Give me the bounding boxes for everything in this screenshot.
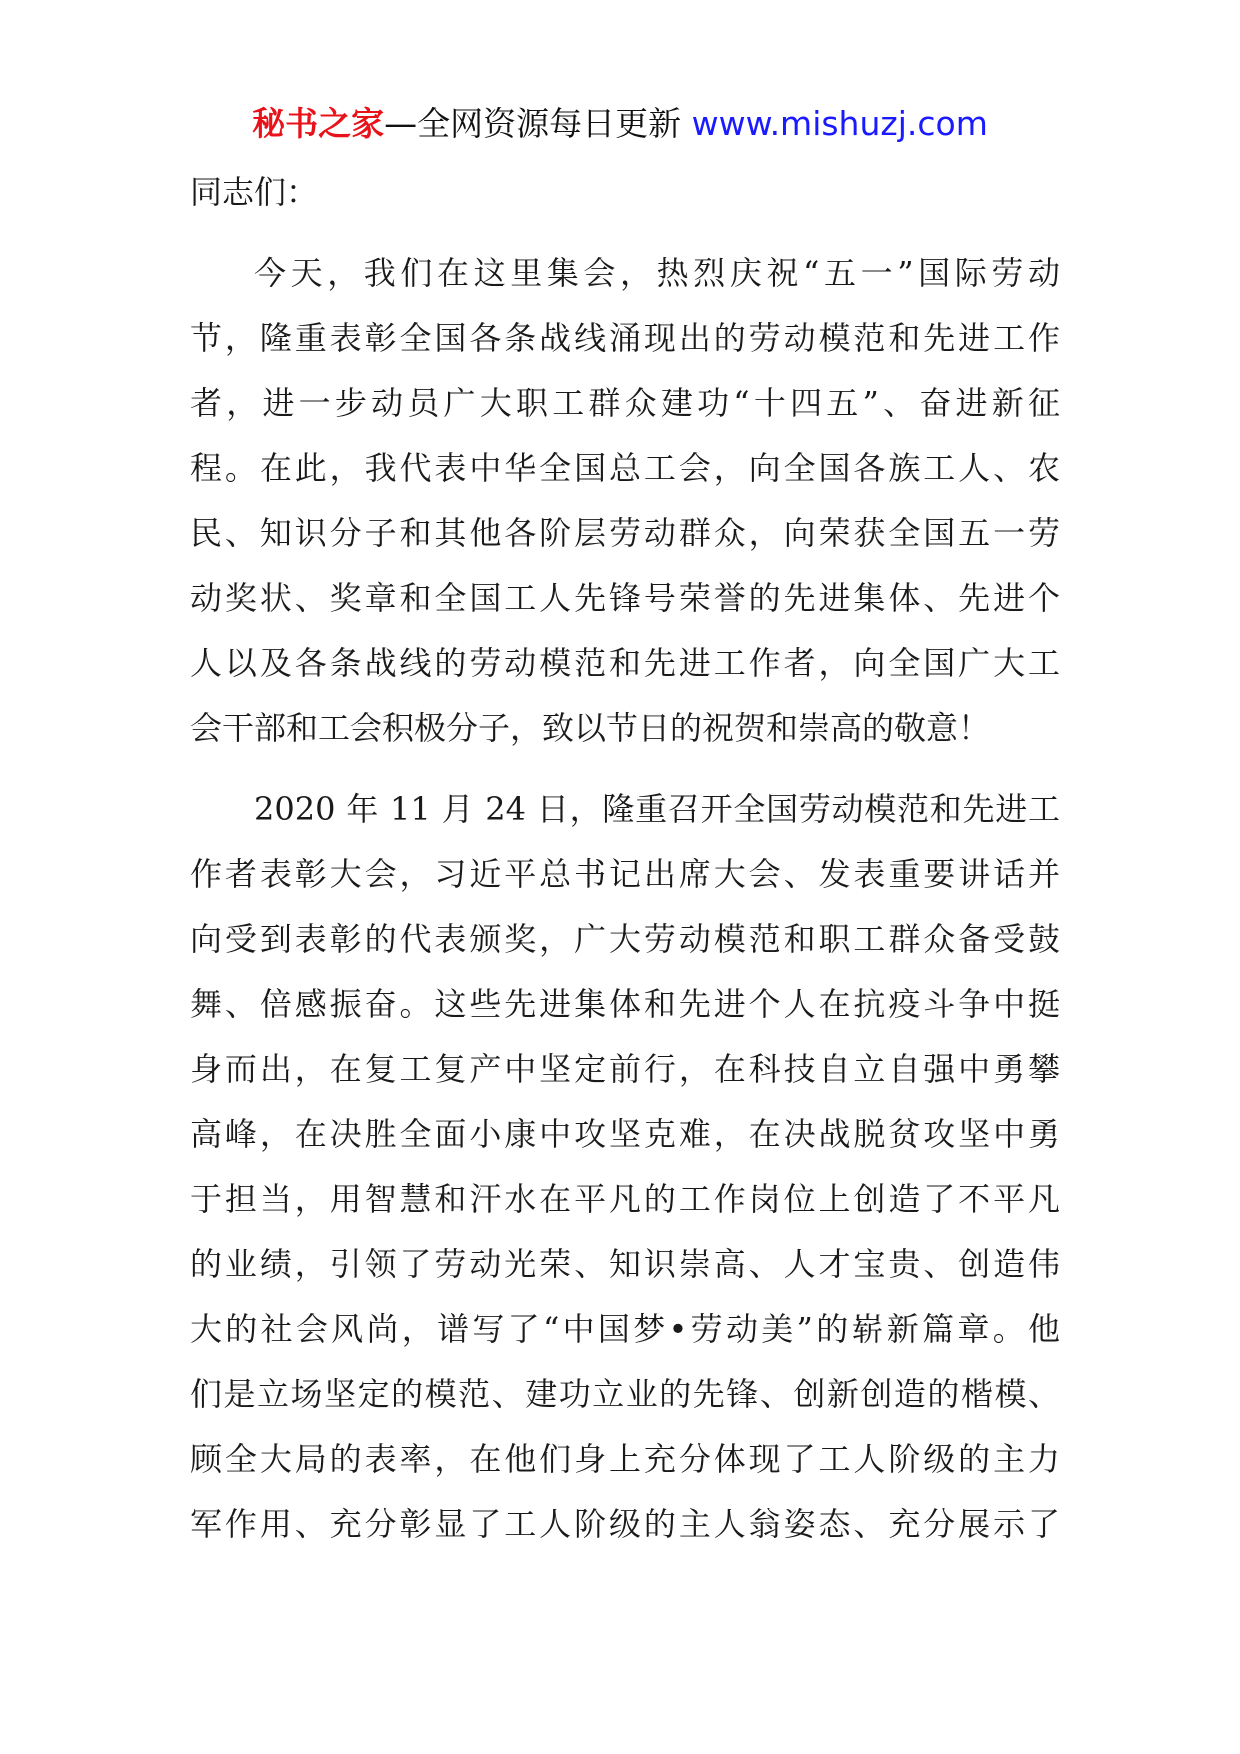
paragraph-2 [190, 777, 1060, 1557]
text-line: 的业绩，引领了劳动光荣、知识崇高、人才宝贵、创造伟 [190, 1245, 1060, 1283]
text-line: 大的社会风尚，谱写了“中国梦•劳动美”的崭新篇章。他 [190, 1310, 1060, 1348]
text-line: 2020 年 11 月 24 日，隆重召开全国劳动模范和先进工 [254, 790, 1060, 828]
site-url-link[interactable]: www.mishuzj.com [691, 104, 988, 143]
text-line: 民、知识分子和其他各阶层劳动群众，向荣获全国五一劳 [190, 514, 1060, 552]
text-line: 者，进一步动员广大职工群众建功“十四五”、奋进新征 [190, 384, 1060, 422]
document-body [190, 160, 1060, 1557]
text-line: 向受到表彰的代表颁奖，广大劳动模范和职工群众备受鼓 [190, 920, 1060, 958]
text-line: 顾全大局的表率，在他们身上充分体现了工人阶级的主力 [190, 1440, 1060, 1478]
text-line: 身而出，在复工复产中坚定前行，在科技自立自强中勇攀 [190, 1050, 1060, 1088]
text-line: 动奖状、奖章和全国工人先锋号荣誉的先进集体、先进个 [190, 579, 1060, 617]
text-line: 舞、倍感振奋。这些先进集体和先进个人在抗疫斗争中挺 [190, 985, 1060, 1023]
text-line: 节，隆重表彰全国各条战线涌现出的劳动模范和先进工作 [190, 319, 1060, 357]
text-line: 人以及各条战线的劳动模范和先进工作者，向全国广大工 [190, 644, 1060, 682]
text-line: 会干部和工会积极分子，致以节日的祝贺和崇高的敬意！ [190, 709, 991, 747]
banner-tagline: —全网资源每日更新 [384, 104, 692, 143]
paragraph-1 [190, 241, 1060, 761]
brand-name: 秘书之家 [252, 104, 385, 143]
text-line: 于担当，用智慧和汗水在平凡的工作岗位上创造了不平凡 [190, 1180, 1060, 1218]
salutation: 同志们： [190, 173, 319, 211]
text-line: 今天，我们在这里集会，热烈庆祝“五一”国际劳动 [254, 254, 1060, 292]
text-line: 程。在此，我代表中华全国总工会，向全国各族工人、农 [190, 449, 1060, 487]
text-line: 高峰，在决胜全面小康中攻坚克难，在决战脱贫攻坚中勇 [190, 1115, 1060, 1153]
text-line: 们是立场坚定的模范、建功立业的先锋、创新创造的楷模、 [190, 1375, 1060, 1413]
site-banner [0, 100, 1240, 148]
text-line: 作者表彰大会，习近平总书记出席大会、发表重要讲话并 [190, 855, 1060, 893]
text-line: 军作用、充分彰显了工人阶级的主人翁姿态、充分展示了 [190, 1505, 1060, 1543]
